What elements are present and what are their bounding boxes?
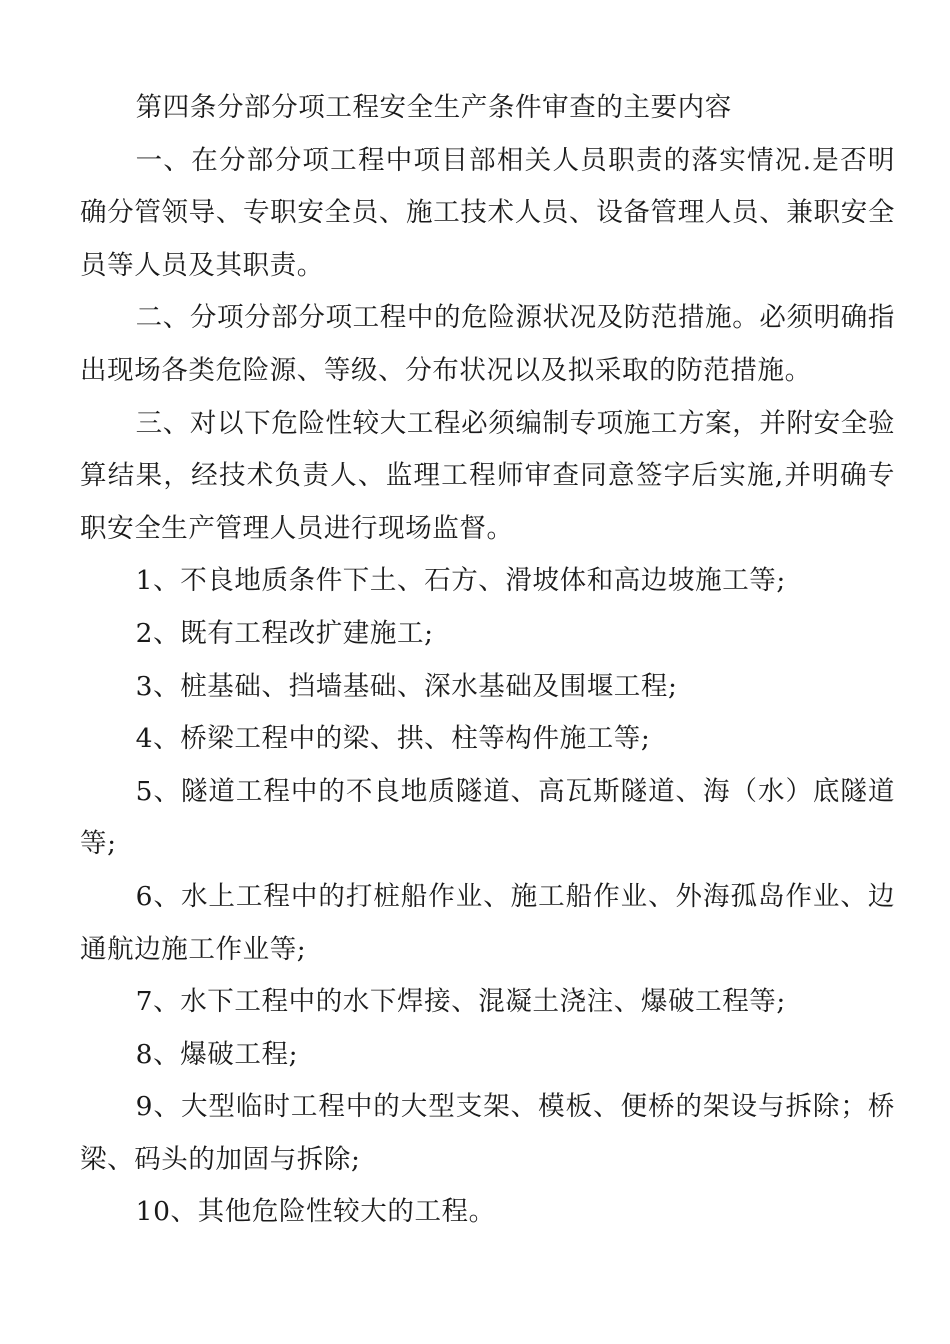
paragraph-2: 二、分项分部分项工程中的危险源状况及防范措施。必须明确指出现场各类危险源、等级、分布状况以及拟采取的防范措施。 (80, 302, 895, 386)
list-item-8: 8、爆破工程; (135, 1038, 299, 1070)
list-item-3: 3、桩基础、挡墙基础、深水基础及围堰工程; (135, 670, 678, 702)
paragraph-1: 一、在分部分项工程中项目部相关人员职责的落实情况.是否明确分管领导、专职安全员、施工技术人员、设备管理人员、兼职安全员等人员及其职责。 (80, 144, 895, 281)
list-item-9: 9、大型临时工程中的大型支架、模板、便桥的架设与拆除；桥梁、码头的加固与拆除; (80, 1091, 895, 1175)
list-item-1: 1、不良地质条件下土、石方、滑坡体和高边坡施工等; (135, 565, 786, 597)
list-item-2: 2、既有工程改扩建施工; (135, 617, 434, 649)
document-body (80, 82, 895, 1239)
list-item-7: 7、水下工程中的水下焊接、混凝土浇注、爆破工程等; (135, 986, 786, 1018)
list-item-6: 6、水上工程中的打桩船作业、施工船作业、外海孤岛作业、边通航边施工作业等; (80, 880, 895, 965)
list-item-10: 10、其他危险性较大的工程。 (135, 1196, 496, 1228)
list-item-4: 4、桥梁工程中的梁、拱、柱等构件施工等; (135, 723, 651, 755)
article-heading: 第四条分部分项工程安全生产条件审查的主要内容 (135, 92, 732, 123)
paragraph-3: 三、对以下危险性较大工程必须编制专项施工方案，并附安全验算结果，经技术负责人、监理工程师审查同意签字后实施,并明确专职安全生产管理人员进行现场监督。 (80, 407, 895, 544)
list-item-5: 5、隧道工程中的不良地质隧道、高瓦斯隧道、海（水）底隧道等; (80, 775, 895, 860)
